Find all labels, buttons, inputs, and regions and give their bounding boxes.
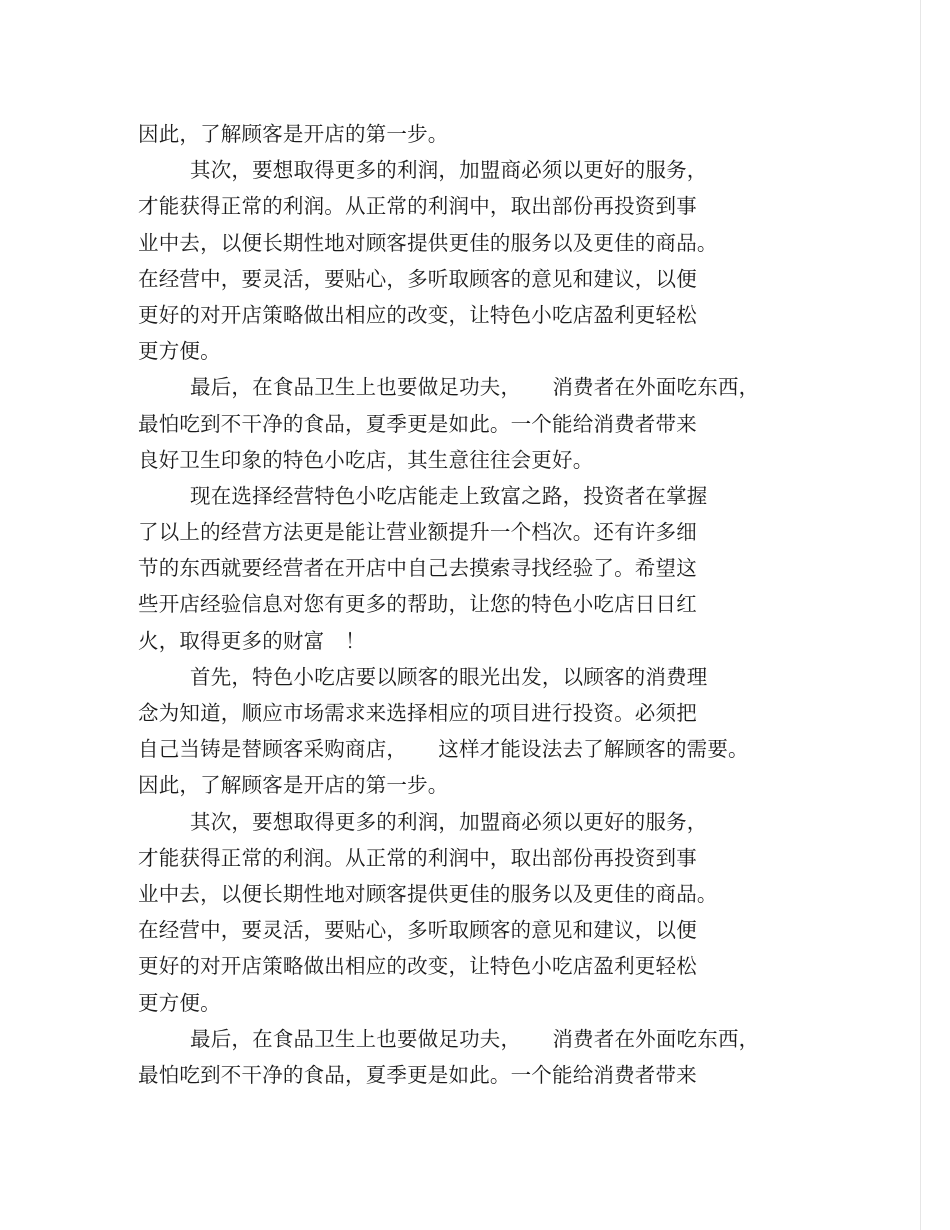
text-line: 业中去，以便长期性地对顾客提供更佳的服务以及更佳的商品。	[138, 230, 718, 255]
text-line: 业中去，以便长期性地对顾客提供更佳的服务以及更佳的商品。	[138, 881, 718, 906]
text-line: 在经营中，要灵活，要贴心，多听取顾客的意见和建议，以便	[138, 918, 697, 943]
text-line: 现在选择经营特色小吃店能走上致富之路，投资者在掌握	[190, 483, 708, 508]
text-line: 最后，在食品卫生上也要做足功夫， 消费者在外面吃东西，	[190, 1026, 760, 1051]
text-line: 念为知道，顺应市场需求来选择相应的项目进行投资。必须把	[138, 701, 697, 725]
text-line: 自己当铸是替顾客采购商店， 这样才能设法去了解顾客的需要。	[138, 737, 749, 762]
text-line: 火，取得更多的财富 ！	[138, 628, 366, 653]
text-line: 其次，要想取得更多的利润，加盟商必须以更好的服务，	[190, 158, 708, 183]
text-line: 良好卫生印象的特色小吃店，其生意往往会更好。	[138, 447, 594, 472]
text-line: 在经营中，要灵活，要贴心，多听取顾客的意见和建议，以便	[138, 266, 697, 291]
text-line: 更好的对开店策略做出相应的改变，让特色小吃店盈利更轻松	[138, 954, 697, 979]
text-line: 更方便。	[138, 990, 221, 1015]
text-line: 了以上的经营方法更是能让营业额提升一个档次。还有许多细	[138, 520, 697, 545]
text-line: 最怕吃到不干净的食品，夏季更是如此。一个能给消费者带来	[138, 411, 697, 436]
text-line: 节的东西就要经营者在开店中自己去摸索寻找经验了。希望这	[138, 556, 697, 581]
text-line: 更好的对开店策略做出相应的改变，让特色小吃店盈利更轻松	[138, 302, 697, 327]
text-line: 最后，在食品卫生上也要做足功夫， 消费者在外面吃东西，	[190, 375, 760, 400]
text-line: 才能获得正常的利润。从正常的利润中，取出部份再投资到事	[138, 845, 697, 870]
page-gutter	[921, 0, 950, 1230]
text-line: 最怕吃到不干净的食品，夏季更是如此。一个能给消费者带来	[138, 1062, 697, 1087]
text-line: 更方便。	[138, 339, 221, 364]
document-body	[138, 116, 838, 1093]
text-line: 首先，特色小吃店要以顾客的眼光出发，以顾客的消费理	[190, 664, 708, 689]
text-line: 因此，了解顾客是开店的第一步。	[138, 122, 449, 146]
text-line: 才能获得正常的利润。从正常的利润中，取出部份再投资到事	[138, 194, 697, 219]
text-line: 其次，要想取得更多的利润，加盟商必须以更好的服务，	[190, 809, 708, 834]
text-line: 些开店经验信息对您有更多的帮助，让您的特色小吃店日日红	[138, 592, 697, 617]
text-line: 因此，了解顾客是开店的第一步。	[138, 773, 449, 798]
